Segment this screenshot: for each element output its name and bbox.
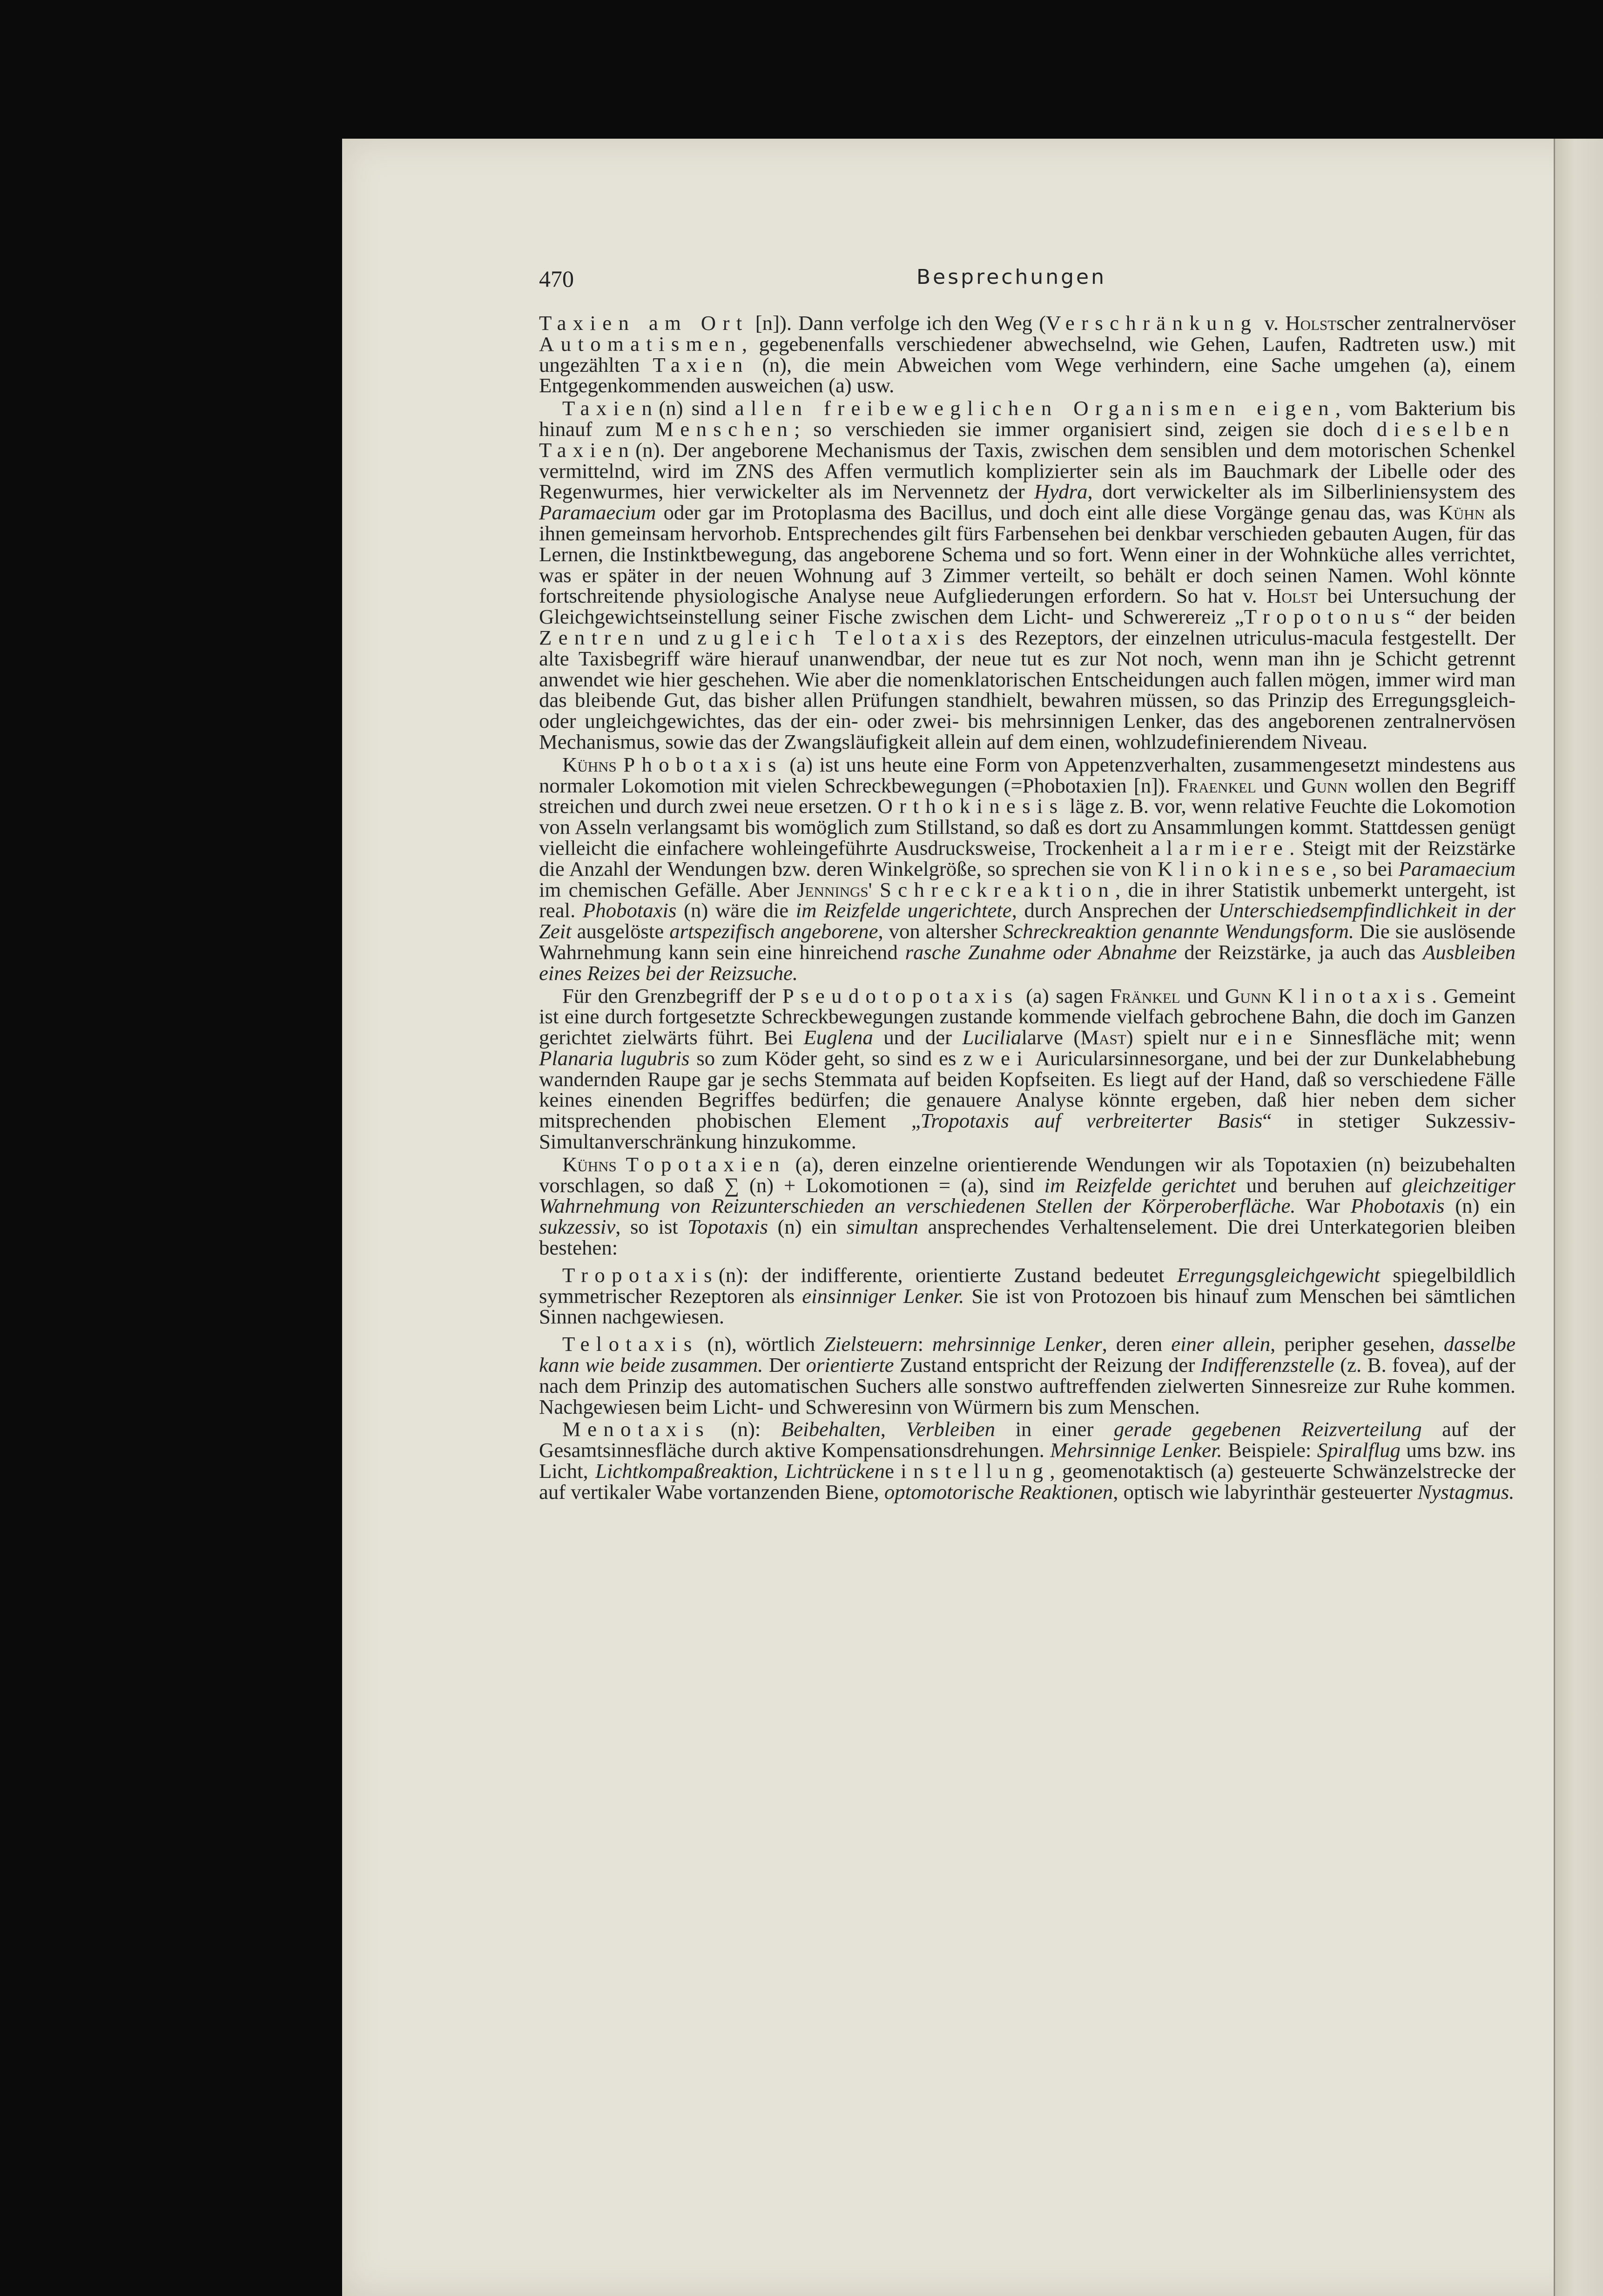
italic-run: sukzessiv	[539, 1215, 616, 1239]
text-run	[617, 1153, 626, 1176]
italic-run: optomotorische Reaktionen	[884, 1480, 1113, 1504]
text-run: (n), wörtlich	[698, 1332, 824, 1356]
italic-run: artspezifisch angeborene	[669, 920, 878, 943]
author-name: Mast	[1080, 1026, 1126, 1049]
spaced-run: Taxien	[653, 353, 749, 376]
paragraph	[539, 1334, 1515, 1417]
italic-run: gerade gegebenen Reizverteilung	[1113, 1417, 1422, 1441]
text-run: . Steigt mit der Reizstärke die Anzahl der Wendungen bzw. deren Winkelgröße, so sprechen sie von	[539, 836, 1515, 880]
italic-run: simultan	[846, 1215, 918, 1239]
text-run: (z. B. fovea), auf der nach dem Prinzip des automatischen Suchers alle sonstwo auftreffenden zielwerten Sinnesreize zur Ruhe kommen. Nachgewiesen beim Licht- und Schweresinn von Würmern bis zum Menschen.	[539, 1353, 1515, 1418]
spaced-run: Taxien am Ort	[539, 311, 749, 335]
author-name: Kühns	[562, 752, 617, 776]
text-run: , so ist	[615, 1215, 688, 1239]
text-run: oder gar im Protoplasma des Bacillus, und doch eint alle diese Vorgänge genau das, was	[656, 501, 1439, 524]
italic-run: Verbleiben	[906, 1417, 996, 1441]
spaced-run: eine	[1237, 1026, 1299, 1049]
author-name: Kühn	[1438, 501, 1485, 524]
text-run: so zum Köder geht, so sind es	[689, 1046, 963, 1070]
italic-run: mehrsinnige Lenker	[932, 1332, 1102, 1356]
article-body	[539, 313, 1515, 1504]
text-run: larve (	[1021, 1026, 1081, 1049]
italic-run: Mehrsinnige Lenker.	[1050, 1438, 1222, 1462]
spaced-run: Orthokinesis	[877, 794, 1064, 818]
author-name: Gunn	[1301, 773, 1348, 797]
italic-run: dasselbe kann wie beide zusammen.	[539, 1332, 1515, 1377]
spaced-run: Schreckreaktion	[880, 878, 1116, 901]
spaced-run: zwei	[963, 1046, 1030, 1070]
text-run: im chemischen Gefälle. Aber	[539, 878, 797, 901]
paragraph	[539, 313, 1515, 396]
text-run: , gegebenenfalls verschiedener abwechselnd, wie Gehen, Laufen, Radtreten usw.) mit ungezählten	[539, 332, 1515, 376]
text-run: (n): der indifferente, orientierte Zustand bedeutet	[718, 1263, 1177, 1287]
italic-run: gleichzeitiger Wahrnehmung von Reizunterschieden an verschiedenen Stellen der Körperoberfläche.	[539, 1173, 1515, 1218]
italic-run: Euglena	[803, 1026, 873, 1049]
text-run: (n) ein	[768, 1215, 847, 1239]
italic-run: Indifferenzstelle	[1200, 1353, 1334, 1377]
text-run: ,	[773, 1459, 786, 1483]
italic-run: Phobotaxis	[582, 899, 677, 922]
text-run: wollen den Begriff streichen und durch zwei neue ersetzen.	[539, 773, 1516, 818]
text-run: . Gemeint ist eine durch fortgesetzte Schreckbewegungen zustande kommende vielfach gebrochene Bahn, die doch im Ganzen gerichtet zielwärts führt. Bei	[539, 984, 1515, 1049]
paragraph	[539, 398, 1515, 752]
spaced-run: Menschen	[655, 417, 795, 441]
text-run: , vom Bakterium bis hinauf zum	[539, 396, 1515, 441]
text-run	[617, 753, 624, 776]
text-run: , optisch wie labyrinthär gesteuerter	[1113, 1480, 1418, 1504]
text-run: Sinnesfläche mit; wenn	[1299, 1026, 1515, 1049]
italic-run: rasche Zunahme oder Abnahme	[905, 940, 1177, 964]
italic-run: Zielsteuern	[823, 1332, 918, 1356]
spaced-run: alarmiere	[1151, 836, 1290, 859]
text-run: in einer	[995, 1417, 1114, 1441]
italic-run: Tropotaxis auf verbreiterter Basis	[920, 1109, 1263, 1133]
spaced-run: Tropotonus	[1244, 605, 1407, 629]
text-run: (n), die mein Abweichen vom Wege verhindern, eine Sache umgehen (a), einem Entgegenkommenden ausweichen (a) usw.	[539, 353, 1515, 397]
spaced-run: zugleich Telotaxis	[697, 625, 972, 649]
italic-run: Beibehalten	[781, 1417, 881, 1441]
spaced-run: Automatismen	[539, 332, 742, 356]
text-run: , dort verwickelter als im Silberliniensystem des	[1087, 480, 1515, 504]
italic-run: Ausbleiben eines Reizes bei der Reizsuche.	[539, 940, 1515, 985]
text-run: ) spielt nur	[1126, 1026, 1238, 1049]
text-run: läge z. B. vor, wenn relative Feuchte die Lokomotion von Asseln verlangsamt bis womöglich zum Stillstand, so daß es dort zu Ansammlungen kommt. Stattdessen genügt vielleicht die einfachere wohleingeführte Ausdrucksweise, Trockenheit	[539, 794, 1515, 859]
text-run: , deren	[1102, 1332, 1172, 1356]
italic-run: einsinniger Lenker.	[802, 1284, 964, 1308]
text-run: “ in stetiger Sukzessiv-Simultanverschränkung hinzukomme.	[539, 1109, 1515, 1154]
text-run: (n) wäre die	[676, 899, 796, 922]
italic-run: Planaria lugubris	[539, 1046, 690, 1070]
text-run: Auricularsinnesorgane, und bei der zur Dunkelabhebung wandernden Raupe gar je sechs Stemmata auf beiden Kopfseiten. Es liegt auf der Hand, daß so verschiedene Fälle keines einenden Begriffes bedürfen; die genauere Analyse könnte ergeben, daß hier neben dem sicher mitsprechenden phobischen Element „	[539, 1046, 1515, 1133]
text-run: (a) sagen	[1019, 984, 1110, 1007]
text-run: Für den Grenzbegriff der	[562, 984, 782, 1007]
text-run: scher zentralnervöser	[1336, 311, 1516, 335]
text-run: auf der Gesamtsinnesfläche durch aktive Kompensationsdrehungen.	[539, 1417, 1515, 1462]
spaced-run: Topotaxien	[626, 1152, 786, 1176]
text-run: ausgelöste	[571, 920, 670, 943]
spaced-run: Klinokinese	[1158, 857, 1332, 880]
spaced-run: Telotaxis	[562, 1332, 699, 1356]
text-run: , peripher gesehen,	[1270, 1332, 1444, 1356]
text-run: '	[868, 878, 880, 901]
text-run: und der	[873, 1026, 963, 1049]
page-number: 470	[539, 266, 574, 292]
text-run: Beispiele:	[1222, 1438, 1317, 1462]
italic-run: Schreckreaktion genannte Wendungsform.	[1003, 920, 1354, 943]
italic-run: Nystagmus.	[1417, 1480, 1515, 1504]
text-run	[1271, 984, 1278, 1007]
text-run: , geomenotaktisch (a) gesteuerte Schwänzelstrecke der auf vertikaler Wabe vortanzenden Biene,	[539, 1459, 1516, 1504]
text-run: :	[917, 1332, 932, 1356]
author-name: Fraenkel	[1177, 773, 1256, 797]
text-run: , so bei	[1332, 857, 1399, 880]
paragraph	[539, 754, 1515, 984]
author-name: Jennings	[797, 878, 869, 901]
text-run: (a) ist uns heute eine Form von Appetenzverhalten, zusammengesetzt mindestens aus normaler Lokomotion mit vielen Schreckbewegungen (=Phobotaxien [n]).	[539, 752, 1515, 797]
spaced-run: Taxien	[562, 396, 659, 420]
text-run: bei Untersuchung der Gleichgewichtseinstellung seiner Fische zwischen dem Licht- und Schwerereiz „	[539, 584, 1515, 629]
spaced-run: Phobotaxis	[623, 752, 783, 776]
italic-run: Lichtkompaßreaktion	[595, 1459, 773, 1483]
text-run: v.	[1258, 311, 1286, 335]
author-name: Fränkel	[1110, 984, 1180, 1007]
text-run: spiegelbildlich symmetrischer Rezeptoren als	[539, 1263, 1516, 1308]
paragraph	[539, 1265, 1515, 1327]
paragraph	[539, 1419, 1515, 1502]
text-run: als ihnen gemeinsam hervorhob. Entsprechendes gilt fürs Farbensehen bei denkbar verschieden gebauten Augen, für das Lernen, die Instinktbewegung, das angeborene Schema und so fort. Wenn einer in der Wohnküche alles verrichtet, was er später in der neuen Wohnung auf 3 Zimmer verteilt, so behält er doch seinen Namen. Wohl könnte fortschreitende physiologische Analyse neue Aufgliederungen erfordern. So hat v.	[539, 501, 1515, 608]
italic-run: Unterschiedsempfindlichkeit in der Zeit	[539, 899, 1516, 943]
spaced-run: Zentren	[539, 625, 651, 649]
text-run: , die in ihrer Statistik unbemerkt untergeht, ist real.	[539, 878, 1515, 922]
text-run: ; so verschieden sie immer organisiert sind, zeigen sie doch	[794, 417, 1377, 441]
author-name: Kühns	[562, 1152, 617, 1176]
author-name: Holst	[1285, 311, 1337, 335]
text-run: und beruhen auf	[1236, 1173, 1402, 1197]
text-run: (n) ein	[1444, 1194, 1515, 1218]
spaced-run: allen freibeweglichen Organismen eigen	[734, 396, 1335, 420]
italic-run: Paramaecium	[539, 501, 656, 524]
text-run: War	[1295, 1194, 1351, 1218]
text-run: , von altersher	[878, 920, 1003, 943]
italic-run: Phobotaxis	[1350, 1194, 1445, 1218]
text-run: und	[650, 625, 698, 649]
text-run: des Rezeptors, der einzelnen utriculus-macula festgestellt. Der alte Taxisbegriff wäre hierauf unanwendbar, der neue tut es zur Not noch, wenn man ihn je Schicht getrennt anwendet wie hier geschehen. Wie aber die nomenklatorischen Entscheidungen auch fallen mögen, immer wird man das bleibende Gut, das bisher allen Prüfungen standhielt, bewahren müssen, so das Prinzip des Erregungsgleich- oder ungleichgewichtes, das der ein- oder zwei- bis mehrsinnigen Lenker, das des angeborenen zentralnervösen Mechanismus, sowie das der Zwangsläufigkeit allein auf dem einen, wohlzudefinierendem Niveau.	[539, 625, 1516, 753]
text-run: der Reizstärke, ja auch das	[1177, 940, 1423, 964]
spaced-run: Menotaxis	[562, 1417, 711, 1441]
italic-run: Lucilia	[962, 1026, 1022, 1049]
next-page-edge	[1554, 139, 1603, 2296]
spaced-run: Klinotaxis	[1278, 984, 1432, 1007]
page-header	[539, 265, 1516, 302]
author-name: Gunn	[1225, 984, 1272, 1007]
text-run: (n) sind	[659, 396, 735, 420]
running-head: Besprechungen	[916, 265, 1107, 289]
paragraph	[539, 1154, 1515, 1258]
spaced-run: Verschränkung	[1046, 311, 1258, 335]
text-run: ansprechendes Verhaltenselement. Die drei Unterkategorien bleiben bestehen:	[539, 1215, 1515, 1260]
italic-run: im Reizfelde gerichtet	[1044, 1173, 1236, 1197]
text-run: ,	[880, 1417, 906, 1441]
paragraph	[539, 986, 1515, 1152]
text-run: Die sie auslösende Wahrnehmung kann sein eine hinreichend	[539, 920, 1515, 964]
text-run: Der	[763, 1353, 806, 1377]
italic-run: Hydra	[1034, 480, 1088, 504]
italic-run: Erregungsgleichgewicht	[1177, 1263, 1380, 1287]
text-run: und	[1180, 984, 1225, 1007]
spaced-run: Tropotaxis	[562, 1263, 719, 1287]
text-run: (a), deren einzelne orientierende Wendungen wir als Topotaxien (n) beizubehalten vorschlagen, so daß ∑ (n) + Lokomotionen = (a), sind	[539, 1152, 1516, 1197]
text-run: und	[1256, 773, 1302, 797]
italic-run: Lichtrücken	[785, 1459, 885, 1483]
text-run: (n). Der angeborene Mechanismus der Taxis, zwischen dem sensiblen und dem motorischen Schenkel vermittelnd, wird im ZNS des Affen vermutlich komplizierter sein als im Bauchmark der Libelle oder des Regenwurmes, hier verwickelter als im Nervennetz der	[539, 438, 1515, 504]
italic-run: Paramaecium	[1398, 857, 1515, 880]
text-run: ums bzw. ins Licht,	[539, 1438, 1515, 1483]
spaced-run: einstellung	[885, 1459, 1050, 1483]
spaced-run: Pseudotopotaxis	[782, 984, 1019, 1007]
text-run: , durch Ansprechen der	[1011, 899, 1219, 922]
text-run: (n):	[710, 1417, 781, 1441]
italic-run: Topotaxis	[687, 1215, 768, 1239]
spaced-run: dieselben Taxien	[539, 417, 1515, 462]
italic-run: Spiralflug	[1317, 1438, 1401, 1462]
text-run: [n]). Dann verfolge ich den Weg (	[748, 311, 1046, 335]
italic-run: im Reizfelde ungerichtete	[795, 899, 1012, 922]
italic-run: einer allein	[1171, 1332, 1271, 1356]
author-name: Holst	[1266, 584, 1318, 608]
text-run: “ der beiden	[1406, 605, 1516, 629]
text-run: Zustand entspricht der Reizung der	[894, 1353, 1201, 1377]
text-run: Sie ist von Protozoen bis hinauf zum Menschen bei sämtlichen Sinnen nachgewiesen.	[539, 1284, 1515, 1329]
italic-run: orientierte	[806, 1353, 894, 1377]
